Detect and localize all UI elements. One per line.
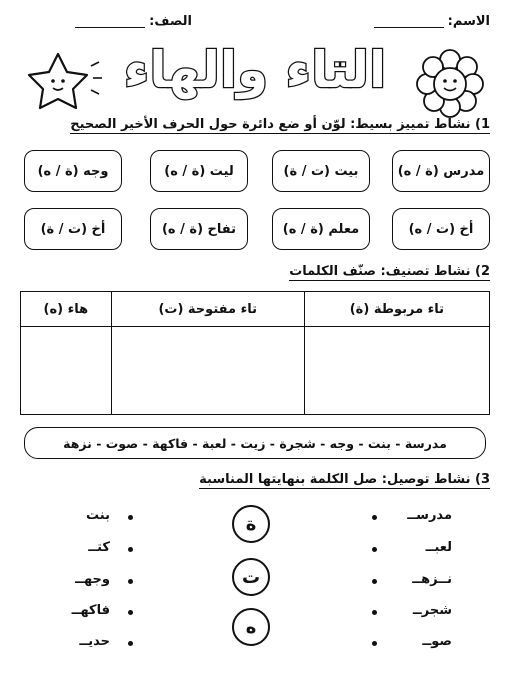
- match-word-right: شجرــ: [412, 603, 452, 618]
- match-dot[interactable]: [128, 515, 133, 520]
- choice-box[interactable]: مدرس (ة / ه): [392, 150, 490, 192]
- star-icon: [18, 48, 104, 114]
- activity3-title-text: 3) نشاط توصيل: صل الكلمة بنهايتها المناسبة: [199, 472, 490, 487]
- word-bank: مدرسة - بنت - وجه - شجرة - زيت - لعبة - فاكهة - صوت - نزهة: [24, 427, 486, 459]
- name-label: الاسم:: [447, 14, 490, 29]
- choice-box[interactable]: بيت (ت / ة): [272, 150, 370, 192]
- match-dot[interactable]: [372, 515, 377, 520]
- match-word-right: نــزهــ: [412, 572, 452, 587]
- table-cell[interactable]: [111, 327, 304, 415]
- match-dot[interactable]: [128, 547, 133, 552]
- match-word-right: لعبــ: [425, 540, 452, 555]
- class-line[interactable]: [75, 15, 145, 28]
- page-title: التاء والهاء: [123, 41, 387, 99]
- name-line[interactable]: [374, 15, 444, 28]
- match-word-left: وجهــ: [75, 572, 110, 587]
- activity1-title: [70, 117, 490, 132]
- match-dot[interactable]: [128, 641, 133, 646]
- activity2-title-text: 2) نشاط تصنيف: صنّف الكلمات: [289, 264, 490, 279]
- activity3-title: [199, 472, 490, 487]
- table-cell[interactable]: [304, 327, 489, 415]
- name-field[interactable]: [374, 14, 490, 29]
- letter-circle[interactable]: ت: [232, 558, 270, 596]
- match-word-left: كتــ: [88, 540, 110, 555]
- match-dot[interactable]: [372, 547, 377, 552]
- match-dot[interactable]: [372, 610, 377, 615]
- match-word-left: فاكهــ: [71, 603, 110, 618]
- table-header: تاء مفتوحة (ت): [111, 292, 304, 327]
- choice-box[interactable]: ليت (ة / ه): [150, 150, 248, 192]
- flower-icon: [415, 48, 485, 118]
- table-header: هاء (ه): [21, 292, 112, 327]
- match-word-left: حديــ: [79, 634, 110, 649]
- activity1-title-text: 1) نشاط تمييز بسيط: لوّن أو ضع دائرة حول الحرف الأخير الصحيح: [70, 117, 490, 132]
- choice-box[interactable]: أخ (ت / ه): [392, 208, 490, 250]
- choice-box[interactable]: أخ (ت / ة): [24, 208, 122, 250]
- choice-box[interactable]: وجه (ة / ه): [24, 150, 122, 192]
- letter-circle[interactable]: ة: [232, 505, 270, 543]
- match-dot[interactable]: [372, 579, 377, 584]
- table-header: تاء مربوطة (ة): [304, 292, 489, 327]
- class-field[interactable]: [75, 14, 192, 29]
- match-dot[interactable]: [372, 641, 377, 646]
- table-cell[interactable]: [21, 327, 112, 415]
- letter-circle[interactable]: ه: [232, 608, 270, 646]
- choice-box[interactable]: تفاح (ة / ه): [150, 208, 248, 250]
- match-dot[interactable]: [128, 610, 133, 615]
- choice-box[interactable]: معلم (ة / ه): [272, 208, 370, 250]
- activity2-title: [289, 264, 490, 279]
- match-dot[interactable]: [128, 579, 133, 584]
- match-word-right: صوــ: [422, 634, 452, 649]
- match-word-right: مدرســ: [407, 508, 452, 523]
- class-label: الصف:: [149, 14, 192, 29]
- match-word-left: بنت: [86, 508, 110, 523]
- classification-table: [20, 291, 490, 415]
